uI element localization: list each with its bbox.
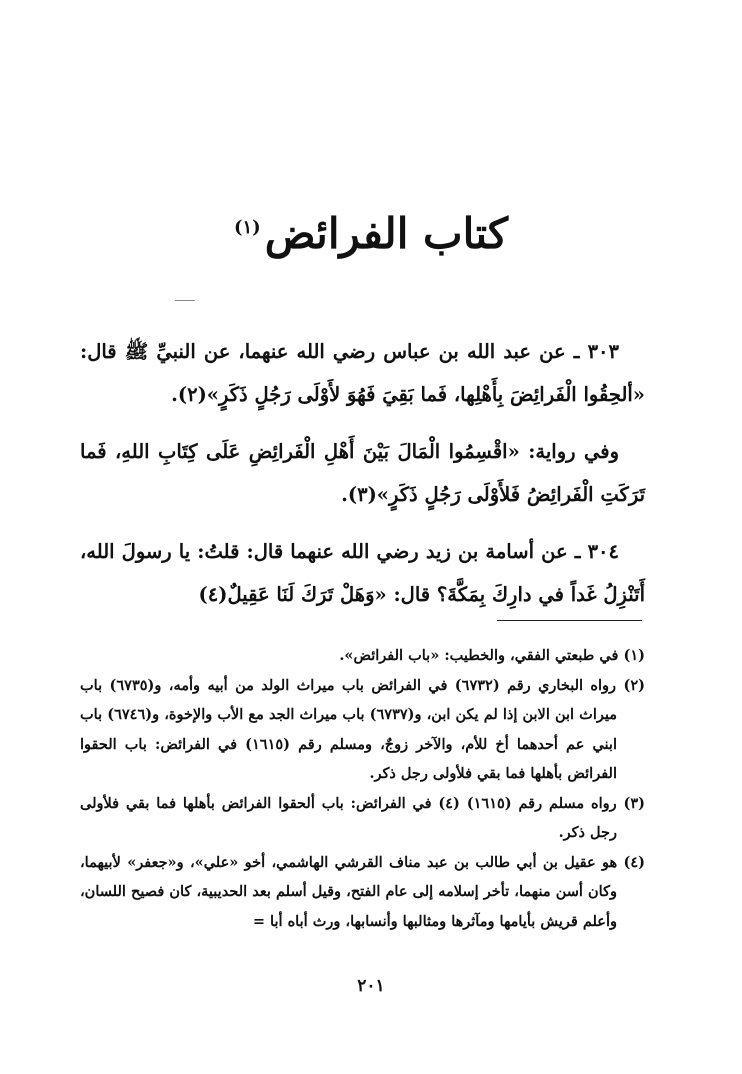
chapter-title-text: كتاب الفرائض bbox=[264, 209, 509, 258]
footnotes bbox=[80, 641, 645, 936]
hadith-number: ٣٠٤ ـ bbox=[574, 540, 619, 563]
main-text bbox=[80, 330, 645, 630]
title-footnote-ref: (١) bbox=[233, 217, 261, 238]
footnote-2: (٢) رواه البخاري رقم (٦٧٣٢) في الفرائض باب ميراث الولد من أبيه وأمه، و(٦٧٣٥) باب ميراث ابن الابن إذا لم يكن ابن، و(٦٧٣٧) باب ميراث الجد مع الأب والإخوة، و(٦٧٤٦) باب ابني عم أحدهما أخ للأم، والآخر زوجٌ، ومسلم رقم (١٦١٥) في الفرائض: باب الحقوا الفرائض بأهلها فما بقي فلأولى رجل ذكر. bbox=[80, 676, 645, 782]
hadith-304 bbox=[80, 530, 645, 616]
footnote-3: (٣) رواه مسلم رقم (١٦١٥) (٤) في الفرائض: باب ألحقوا الفرائض بأهلها فما بقي فلأولى رجل ذكر. bbox=[80, 794, 645, 841]
footnote-separator bbox=[497, 620, 642, 621]
title-ornament bbox=[175, 300, 195, 301]
chapter-title bbox=[0, 198, 742, 264]
page-number: ٢٠١ bbox=[357, 976, 385, 996]
hadith-303 bbox=[80, 330, 645, 416]
hadith-303-variant bbox=[80, 430, 645, 516]
hadith-text: عن عبد الله بن عباس رضي الله عنهما، عن النبيِّ ﷺ قال: «ألحِقُوا الْفَرائِضَ بِأَهْلِها، فَما بَقِيَ فَهُوَ لأَوْلَى رَجُلٍ ذَكَرٍ»(٢). bbox=[80, 340, 645, 406]
hadith-text: عن أسامة بن زيد رضي الله عنهما قال: قلتُ: يا رسولَ الله، أَتَنْزِلُ غَداً في دارِكَ بِمَكَّةَ؟ قال: «وَهَلْ تَرَكَ لَنَا عَقِيلٌ(٤) bbox=[80, 540, 645, 606]
footnote-4: (٤) هو عقيل بن أبي طالب بن عبد مناف القرشي الهاشمي، أخو «علي»، و«جعفر» لأبيهما، وكان أسن منهما، تأخر إسلامه إلى عام الفتح، وقيل أسلم بعد الحديبية، كان فصيح اللسان، وأعلم قريش بأيامها ومآثرها ومثالبها وأنسابها، ورث أباه أبا = bbox=[80, 853, 645, 930]
hadith-text: وفي رواية: «اقْسِمُوا الْمَالَ بَيْنَ أَهْلِ الْفَرائِضِ عَلَى كِتَابِ اللهِ، فَما تَرَكَتِ الْفَرائِضُ فَلأَوْلَى رَجُلٍ ذَكَرٍ»(٣). bbox=[80, 440, 645, 506]
footnote-1: (١) في طبعتي الفقي، والخطيب: «باب الفرائض». bbox=[339, 647, 645, 664]
hadith-number: ٣٠٣ ـ bbox=[573, 340, 619, 363]
